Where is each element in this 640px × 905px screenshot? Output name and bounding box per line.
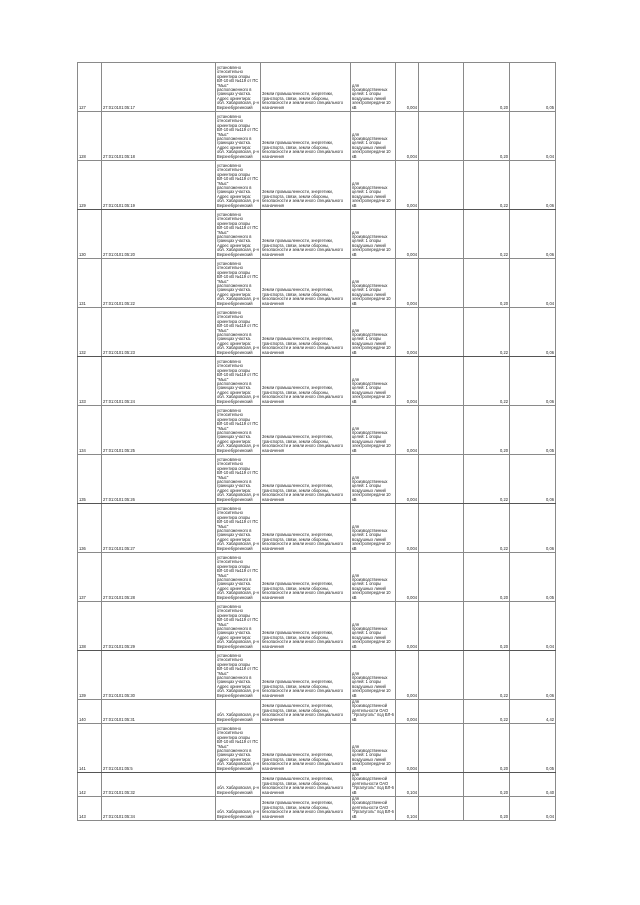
table-row xyxy=(78,797,556,821)
table-row xyxy=(78,259,556,308)
land-category: Земли промышленности, энергетики, транспорта, связи, земли обороны, безопасности и земли иного специального назначения xyxy=(261,651,351,700)
empty-cell xyxy=(419,210,464,259)
empty-cell xyxy=(419,406,464,455)
address: обл. Хабаровская, р-н Верхнебуреинский xyxy=(216,700,261,724)
rate: 0,20 xyxy=(464,797,510,821)
cadastral-number: 27:01:0101:05:30 xyxy=(102,651,216,700)
sum: 0,40 xyxy=(510,773,556,797)
land-category: Земли промышленности, энергетики, транспорта, связи, земли обороны, безопасности и земли иного специального назначения xyxy=(261,724,351,773)
sum: 0,05 xyxy=(510,724,556,773)
area: 0,004 xyxy=(396,63,419,112)
sum: 0,05 xyxy=(510,63,556,112)
address: установлено относительно ориентира опоры ВЛ-10 кВ №119 от ПС "Мыс" расположенного в границах участка. Адрес ориентира: обл. Хабаровская, р-н Верхнебуреинский xyxy=(216,602,261,651)
table-row xyxy=(78,357,556,406)
sum: 0,06 xyxy=(510,357,556,406)
permitted-use: для производственной деятельности ОАО "Ургалуголь" под ВЛ-6 кВ xyxy=(352,796,394,819)
address: установлено относительно ориентира опоры ВЛ-10 кВ №119 от ПС "Мыс" расположенного в границах участка. Адрес ориентира: обл. Хабаровская, р-н Верхнебуреинский xyxy=(216,210,261,259)
cadastral-number: 27:01:0101:05:17 xyxy=(102,63,216,112)
area: 0,004 xyxy=(396,210,419,259)
sum: 0,06 xyxy=(510,308,556,357)
address: установлено относительно ориентира опоры ВЛ-10 кВ №119 от ПС "Мыс" расположенного в границах участка. Адрес ориентира: обл. Хабаровская, р-н Верхнебуреинский xyxy=(216,504,261,553)
permitted-use: для производственных целей: 1 опоры воздушных линий электропередачи 10 кВ xyxy=(351,63,396,112)
cadastral-number: 27:01:0101:05:24 xyxy=(102,357,216,406)
rate: 0,22 xyxy=(464,161,510,210)
land-category: Земли промышленности, энергетики, транспорта, связи, земли обороны, безопасности и земли иного специального назначения xyxy=(261,259,351,308)
empty-cell xyxy=(419,455,464,504)
table-row xyxy=(78,553,556,602)
sum: 0,04 xyxy=(510,259,556,308)
land-category: Земли промышленности, энергетики, транспорта, связи, земли обороны, безопасности и земли иного специального назначения xyxy=(261,210,351,259)
permitted-use: для производственных целей: 1 опоры воздушных линий электропередачи 10 кВ xyxy=(351,602,396,651)
cadastral-number: 27:01:0101:05:20 xyxy=(102,210,216,259)
cadastral-number: 27:01:0101:05:26 xyxy=(102,455,216,504)
row-number: 136 xyxy=(78,504,102,553)
row-number: 128 xyxy=(78,112,102,161)
address: установлено относительно ориентира опоры ВЛ-10 кВ №119 от ПС "Мыс" расположенного в границах участка. Адрес ориентира: обл. Хабаровская, р-н Верхнебуреинский xyxy=(216,161,261,210)
address: установлено относительно ориентира опоры ВЛ-10 кВ №119 от ПС "Мыс" расположенного в границах участка. Адрес ориентира: обл. Хабаровская, р-н Верхнебуреинский xyxy=(216,553,261,602)
area: 0,004 xyxy=(396,455,419,504)
cadastral-number: 27:01:0101:05:22 xyxy=(102,259,216,308)
area: 0,004 xyxy=(396,553,419,602)
row-number: 140 xyxy=(78,700,102,724)
row-number: 127 xyxy=(78,63,102,112)
table-row xyxy=(78,651,556,700)
land-category: Земли промышленности, энергетики, транспорта, связи, земли обороны, безопасности и земли иного специального назначения xyxy=(261,553,351,602)
area: 0,004 xyxy=(396,308,419,357)
area: 0,004 xyxy=(396,700,419,724)
table-row xyxy=(78,112,556,161)
sum: 0,05 xyxy=(510,553,556,602)
empty-cell xyxy=(419,773,464,797)
permitted-use: для производственных целей: 1 опоры воздушных линий электропередачи 10 кВ xyxy=(351,308,396,357)
area: 0,004 xyxy=(396,602,419,651)
rate: 0,20 xyxy=(464,553,510,602)
permitted-use: для производственной деятельности ОАО "Ургалуголь" под ВЛ-6 кВ xyxy=(352,699,394,722)
row-number: 143 xyxy=(78,797,102,821)
permitted-use: для производственных целей: 1 опоры воздушных линий электропередачи 10 кВ xyxy=(351,553,396,602)
land-plots-table xyxy=(77,62,556,821)
sum: 4,42 xyxy=(510,700,556,724)
permitted-use: для производственных целей: 1 опоры воздушных линий электропередачи 10 кВ xyxy=(351,210,396,259)
land-category: Земли промышленности, энергетики, транспорта, связи, земли обороны, безопасности и земли иного специального назначения xyxy=(261,602,351,651)
sum: 0,06 xyxy=(510,455,556,504)
rate: 0,22 xyxy=(464,700,510,724)
row-number: 133 xyxy=(78,357,102,406)
empty-cell xyxy=(419,700,464,724)
address: установлено относительно ориентира опоры ВЛ-10 кВ №119 от ПС "Мыс" расположенного в границах участка. Адрес ориентира: обл. Хабаровская, р-н Верхнебуреинский xyxy=(216,357,261,406)
table-row xyxy=(78,700,556,724)
sum: 0,06 xyxy=(510,651,556,700)
address: установлено относительно ориентира опоры ВЛ-10 кВ №119 от ПС "Мыс" расположенного в границах участка. Адрес ориентира: обл. Хабаровская, р-н Верхнебуреинский xyxy=(216,259,261,308)
cadastral-number: 27:01:0101:05:5 xyxy=(102,724,216,773)
empty-cell xyxy=(419,161,464,210)
empty-cell xyxy=(419,553,464,602)
table-row xyxy=(78,406,556,455)
rate: 0,22 xyxy=(464,210,510,259)
permitted-use: для производственных целей: 1 опоры воздушных линий электропередачи 10 кВ xyxy=(351,455,396,504)
address: установлено относительно ориентира опоры ВЛ-10 кВ №119 от ПС "Мыс" расположенного в границах участка. Адрес ориентира: обл. Хабаровская, р-н Верхнебуреинский xyxy=(216,724,261,773)
address: установлено относительно ориентира опоры ВЛ-10 кВ №119 от ПС "Мыс" расположенного в границах участка. Адрес ориентира: обл. Хабаровская, р-н Верхнебуреинский xyxy=(216,112,261,161)
cadastral-number: 27:01:0101:05:19 xyxy=(102,161,216,210)
row-number: 130 xyxy=(78,210,102,259)
area: 0,004 xyxy=(396,651,419,700)
rate: 0,20 xyxy=(464,724,510,773)
permitted-use: для производственных целей: 1 опоры воздушных линий электропередачи 10 кВ xyxy=(351,651,396,700)
rate: 0,22 xyxy=(464,308,510,357)
permitted-use: для производственных целей: 1 опоры воздушных линий электропередачи 10 кВ xyxy=(351,161,396,210)
rate: 0,20 xyxy=(464,406,510,455)
address: обл. Хабаровская, р-н Верхнебуреинский xyxy=(216,797,261,821)
cadastral-number: 27:01:0101:05:27 xyxy=(102,504,216,553)
rate: 0,20 xyxy=(464,259,510,308)
land-category: Земли промышленности, энергетики, транспорта, связи, земли обороны, безопасности и земли иного специального назначения xyxy=(261,308,351,357)
empty-cell xyxy=(419,259,464,308)
empty-cell xyxy=(419,797,464,821)
rate: 0,20 xyxy=(464,112,510,161)
area: 0,004 xyxy=(396,504,419,553)
area: 0,004 xyxy=(396,161,419,210)
cadastral-number: 27:01:0101:05:28 xyxy=(102,553,216,602)
rate: 0,22 xyxy=(464,504,510,553)
area: 0,004 xyxy=(396,406,419,455)
sum: 0,05 xyxy=(510,406,556,455)
permitted-use: для производственной деятельности ОАО "Ургалуголь" под ВЛ-6 кВ xyxy=(352,772,394,795)
row-number: 131 xyxy=(78,259,102,308)
table-row xyxy=(78,455,556,504)
empty-cell xyxy=(419,357,464,406)
row-number: 135 xyxy=(78,455,102,504)
address: обл. Хабаровская, р-н Верхнебуреинский xyxy=(216,773,261,797)
row-number: 142 xyxy=(78,773,102,797)
table-row xyxy=(78,308,556,357)
permitted-use: для производственных целей: 1 опоры воздушных линий электропередачи 10 кВ xyxy=(351,112,396,161)
rate: 0,20 xyxy=(464,773,510,797)
cadastral-number: 27:01:0101:05:31 xyxy=(102,700,216,724)
address: установлено относительно ориентира опоры ВЛ-10 кВ №119 от ПС "Мыс" расположенного в границах участка. Адрес ориентира: обл. Хабаровская, р-н Верхнебуреинский xyxy=(216,455,261,504)
empty-cell xyxy=(419,504,464,553)
permitted-use: для производственных целей: 1 опоры воздушных линий электропередачи 10 кВ xyxy=(351,357,396,406)
sum: 0,04 xyxy=(510,797,556,821)
permitted-use: для производственных целей: 1 опоры воздушных линий электропередачи 10 кВ xyxy=(351,406,396,455)
address: установлено относительно ориентира опоры ВЛ-10 кВ №119 от ПС "Мыс" расположенного в границах участка. Адрес ориентира: обл. Хабаровская, р-н Верхнебуреинский xyxy=(216,63,261,112)
address: установлено относительно ориентира опоры ВЛ-10 кВ №119 от ПС "Мыс" расположенного в границах участка. Адрес ориентира: обл. Хабаровская, р-н Верхнебуреинский xyxy=(216,308,261,357)
row-number: 134 xyxy=(78,406,102,455)
sum: 0,04 xyxy=(510,602,556,651)
cadastral-number: 27:01:0101:05:23 xyxy=(102,308,216,357)
permitted-use: для производственных целей: 1 опоры воздушных линий электропередачи 10 кВ xyxy=(351,259,396,308)
empty-cell xyxy=(419,308,464,357)
cadastral-number: 27:01:0101:05:25 xyxy=(102,406,216,455)
row-number: 141 xyxy=(78,724,102,773)
cadastral-number: 27:01:0101:05:29 xyxy=(102,602,216,651)
permitted-use: для производственных целей: 1 опоры воздушных линий электропередачи 10 кВ xyxy=(351,504,396,553)
table-row xyxy=(78,773,556,797)
cadastral-number: 27:01:0101:05:34 xyxy=(102,797,216,821)
table-row xyxy=(78,724,556,773)
row-number: 129 xyxy=(78,161,102,210)
land-category: Земли промышленности, энергетики, транспорта, связи, земли обороны, безопасности и земли иного специального назначения xyxy=(261,455,351,504)
empty-cell xyxy=(419,63,464,112)
address: установлено относительно ориентира опоры ВЛ-10 кВ №119 от ПС "Мыс" расположенного в границах участка. Адрес ориентира: обл. Хабаровская, р-н Верхнебуреинский xyxy=(216,651,261,700)
land-category: Земли промышленности, энергетики, транспорта, связи, земли обороны, безопасности и земли иного специального назначения xyxy=(261,504,351,553)
land-category: Земли промышленности, энергетики, транспорта, связи, земли обороны, безопасности и земли иного специального назначения xyxy=(261,700,351,724)
row-number: 138 xyxy=(78,602,102,651)
table-row xyxy=(78,63,556,112)
sum: 0,04 xyxy=(510,112,556,161)
table-row xyxy=(78,504,556,553)
land-category: Земли промышленности, энергетики, транспорта, связи, земли обороны, безопасности и земли иного специального назначения xyxy=(261,112,351,161)
row-number: 137 xyxy=(78,553,102,602)
land-category: Земли промышленности, энергетики, транспорта, связи, земли обороны, безопасности и земли иного специального назначения xyxy=(261,797,351,821)
empty-cell xyxy=(419,112,464,161)
table-row xyxy=(78,161,556,210)
land-category: Земли промышленности, энергетики, транспорта, связи, земли обороны, безопасности и земли иного специального назначения xyxy=(261,406,351,455)
empty-cell xyxy=(419,651,464,700)
area: 0,104 xyxy=(396,773,419,797)
area: 0,004 xyxy=(396,357,419,406)
sum: 0,06 xyxy=(510,504,556,553)
area: 0,104 xyxy=(396,797,419,821)
table-row xyxy=(78,602,556,651)
land-category: Земли промышленности, энергетики, транспорта, связи, земли обороны, безопасности и земли иного специального назначения xyxy=(261,63,351,112)
cadastral-number: 27:01:0101:05:18 xyxy=(102,112,216,161)
empty-cell xyxy=(419,602,464,651)
sum: 0,06 xyxy=(510,161,556,210)
cadastral-number: 27:01:0101:05:32 xyxy=(102,773,216,797)
row-number: 139 xyxy=(78,651,102,700)
sum: 0,06 xyxy=(510,210,556,259)
rate: 0,22 xyxy=(464,357,510,406)
permitted-use: для производственных целей: 1 опоры воздушных линий электропередачи 10 кВ xyxy=(351,724,396,773)
row-number: 132 xyxy=(78,308,102,357)
area: 0,004 xyxy=(396,259,419,308)
rate: 0,20 xyxy=(464,602,510,651)
land-category: Земли промышленности, энергетики, транспорта, связи, земли обороны, безопасности и земли иного специального назначения xyxy=(261,773,351,797)
area: 0,004 xyxy=(396,112,419,161)
land-category: Земли промышленности, энергетики, транспорта, связи, земли обороны, безопасности и земли иного специального назначения xyxy=(261,357,351,406)
rate: 0,22 xyxy=(464,651,510,700)
empty-cell xyxy=(419,724,464,773)
land-category: Земли промышленности, энергетики, транспорта, связи, земли обороны, безопасности и земли иного специального назначения xyxy=(261,161,351,210)
rate: 0,20 xyxy=(464,63,510,112)
address: установлено относительно ориентира опоры ВЛ-10 кВ №119 от ПС "Мыс" расположенного в границах участка. Адрес ориентира: обл. Хабаровская, р-н Верхнебуреинский xyxy=(216,406,261,455)
area: 0,004 xyxy=(396,724,419,773)
rate: 0,22 xyxy=(464,455,510,504)
table-row xyxy=(78,210,556,259)
